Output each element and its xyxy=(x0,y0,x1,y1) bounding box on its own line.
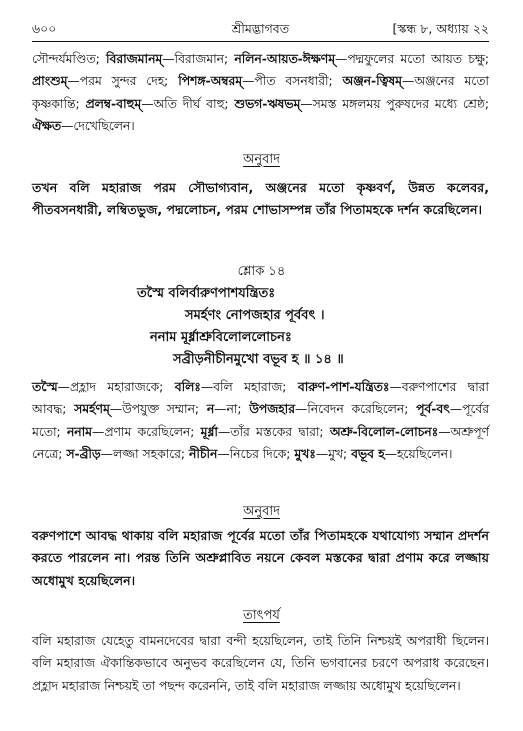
verse-line: সমর্হণং নোপজহার পূর্ববৎ । xyxy=(185,308,325,323)
synonym-meaning: —পদ্মফুলের মতো আয়ত চক্ষু; xyxy=(335,52,489,66)
synonym-meaning: —দেখেছিলেন। xyxy=(61,118,135,133)
synonym-term: শুভগ-ঋষভম্ xyxy=(234,96,301,111)
synonym-term: ঐক্ষত xyxy=(32,118,62,133)
synonym-term: মূর্ধ্না xyxy=(200,424,218,439)
synonym-term: নীচীন xyxy=(189,446,218,461)
synonym-meaning: —বিরাজমান; xyxy=(162,52,235,66)
synonym-meaning: —তাঁর মস্তকের দ্বারা; xyxy=(217,424,330,439)
translation-text-2: বরুণপাশে আবদ্ধ থাকায় বলি মহারাজ পূর্বের মতো তাঁর পিতামহকে যথাযোগ্য সম্মান প্রদর্শন করতে পারলেন না। পরন্ত তিনি অশ্রুপ্লাবিত নয়নে কেবল মস্তকের দ্বারা প্রণাম করে লজ্জায় অধোমুখ হয়েছিলেন। xyxy=(32,528,489,588)
page-header xyxy=(32,18,489,40)
synonym-meaning: —মুখ; xyxy=(315,446,352,461)
purport-text: বলি মহারাজ যেহেতু বামনদেবের দ্বারা বন্দী হয়েছিলেন, তাই তিনি নিশ্চয়ই অপরাধী ছিলেন। বলি মহারাজ ঐকান্তিকভাবে অনুভব করেছিলেন যে, তিনি ভগবানের চরণে অপরাধ করেছেন। প্রহ্লাদ মহারাজ নিশ্চয়ই তা পছন্দ করেননি, তাই বলি মহারাজ লজ্জায় অধোমুখ হয়েছিলেন। xyxy=(32,634,489,693)
synonym-meaning: —প্রণাম করেছিলেন; xyxy=(92,424,201,439)
verse-line: তস্মৈ বলির্বারুণপাশযন্ত্রিতঃ xyxy=(137,286,276,301)
synonym-term: তস্মৈ xyxy=(32,380,58,394)
synonym-term: বলিঃ xyxy=(174,380,201,394)
synonym-term: অঞ্জন-ত্বিষম্ xyxy=(342,74,403,89)
synonym-term: মুখঃ xyxy=(294,446,316,461)
synonym-term: ন xyxy=(206,402,215,417)
translation-heading-2: অনুবাদ xyxy=(243,504,280,519)
translation-text-1: তখন বলি মহারাজ পরম সৌভাগ্যবান, অঞ্জনের মতো কৃষ্ণবর্ণ, উন্নত কলেবর, পীতবসনধারী, লম্বিতভুজ, পদ্মলোচন, পরম শোভাসম্পন্ন তাঁর পিতামহকে দর্শন করেছিলেন। xyxy=(32,180,489,218)
synonym-meaning: —বলি মহারাজ; xyxy=(200,380,298,394)
synonym-meaning: —হয়েছিলেন। xyxy=(384,446,453,461)
synonym-meaning: —অতি দীর্ঘ বাহু; xyxy=(141,96,235,111)
synonym-meaning: সৌন্দর্যমণ্ডিত; xyxy=(32,52,106,66)
translation-heading-1: অনুবাদ xyxy=(243,152,280,167)
synonym-meaning: —পীত বসনধারী; xyxy=(242,74,343,89)
synonym-term: বভূব হ xyxy=(351,446,385,461)
synonym-meaning: —পূর্বের মতো; xyxy=(32,402,489,439)
synonym-term: বিরাজমানম্ xyxy=(105,52,163,66)
purport-heading: তাৎপর্য xyxy=(243,608,280,623)
chapter-reference: [স্কন্ধ ৮, অধ্যায় ২২ xyxy=(392,21,489,36)
synonym-meaning: —প্রহ্লাদ মহারাজকে; xyxy=(57,380,175,394)
synonym-term: সমর্হণম্ xyxy=(74,402,110,417)
verse-text xyxy=(0,283,523,371)
synonym-term: অশ্রু-বিলোল-লোচনঃ xyxy=(329,424,439,439)
synonym-meaning: —নিবেদন করেছিলেন; xyxy=(294,402,417,417)
synonym-term: পূর্ব-বৎ xyxy=(416,402,450,417)
synonym-term: বারুণ-পাশ-যন্ত্রিতঃ xyxy=(297,380,390,394)
synonym-term: উপজহার xyxy=(249,402,295,417)
synonym-meaning: —বরুণপাশের দ্বারা আবদ্ধ; xyxy=(32,380,489,417)
synonyms-block-2 xyxy=(32,376,489,465)
verse-heading: শ্লোক ১৪ xyxy=(237,264,286,279)
synonym-meaning: —নিচের দিকে; xyxy=(217,446,295,461)
verse-line: সব্রীড়নীচীনমুখো বভূব হ ॥ ১৪ ॥ xyxy=(173,352,344,367)
synonym-meaning: —উপযুক্ত সম্মান; xyxy=(109,402,207,417)
synonym-meaning: —অঞ্জনের মতো কৃষ্ণকান্তি; xyxy=(32,74,489,111)
synonyms-block-1 xyxy=(32,48,489,137)
synonym-term: নলিন-আয়ত-ঈক্ষণম্ xyxy=(234,52,336,66)
synonym-meaning: —সমস্ত মঙ্গলময় পুরুষদের মধ্যে শ্রেষ্ঠ; xyxy=(300,96,489,111)
synonym-term: পিশঙ্গ-অম্বরম্ xyxy=(178,74,243,89)
synonym-meaning: —না; xyxy=(214,402,250,417)
page-number: ৬০০ xyxy=(32,21,57,36)
synonym-meaning: —অশ্রুপূর্ণ নেত্রে; xyxy=(32,424,489,461)
synonym-meaning: —পরম সুন্দর দেহ; xyxy=(67,74,179,89)
synonym-term: প্রাংশুম্ xyxy=(32,74,68,89)
synonym-term: ননাম xyxy=(66,424,93,439)
header-rule xyxy=(32,41,489,42)
synonym-term: স-ব্রীড় xyxy=(66,446,101,461)
synonym-meaning: —লজ্জা সহকারে; xyxy=(100,446,189,461)
verse-line: ননাম মূর্ধ্নাশ্রুবিলোললোচনঃ xyxy=(150,330,292,345)
book-title: শ্রীমদ্ভাগবত xyxy=(231,21,290,36)
synonym-term: প্রলম্ব-বাহুম্ xyxy=(85,96,142,111)
